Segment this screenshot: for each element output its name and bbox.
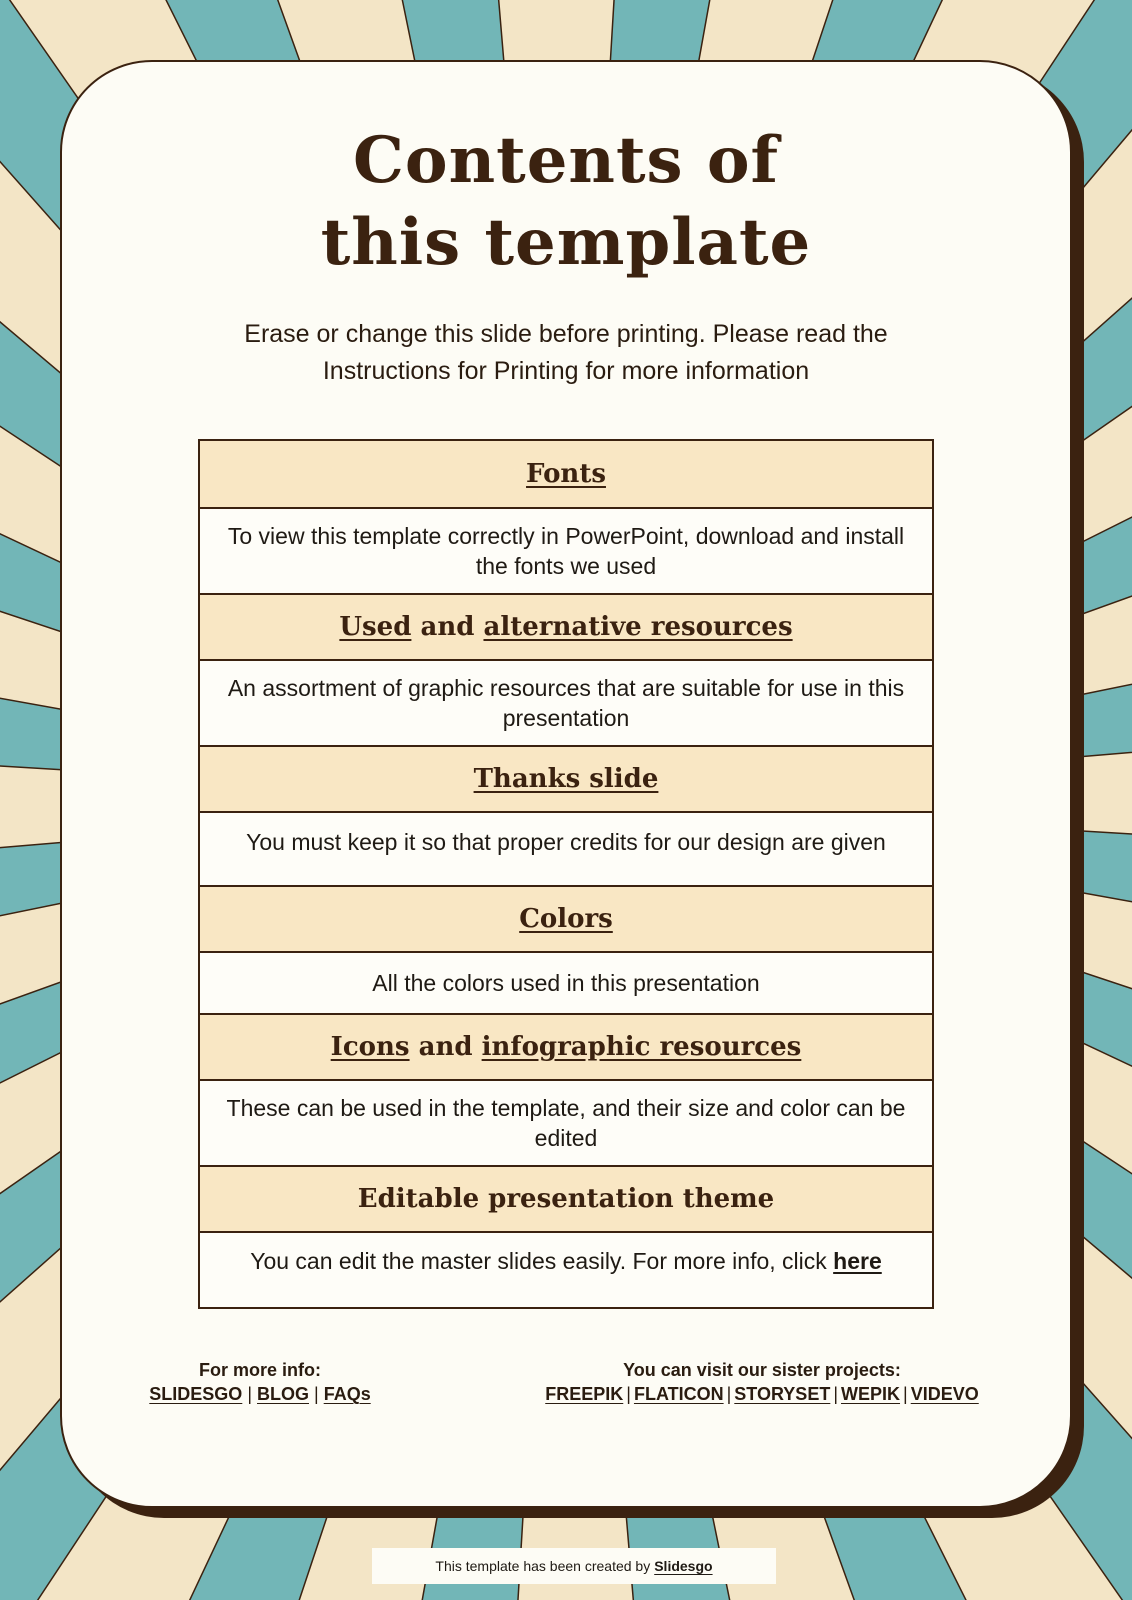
credit-text: This template has been created by bbox=[435, 1558, 651, 1574]
section-body-thanks: You must keep it so that proper credits for our design are given bbox=[200, 813, 932, 887]
footer-sister-projects-links: FREEPIK | FLATICON | STORYSET | WEPIK | VIDEVO bbox=[545, 1384, 979, 1404]
storyset-link[interactable]: STORYSET bbox=[734, 1384, 831, 1404]
header-connector: and bbox=[409, 1032, 482, 1062]
section-body-icons: These can be used in the template, and their size and color can be edited bbox=[200, 1081, 932, 1167]
slidesgo-link[interactable]: SLIDESGO bbox=[149, 1384, 243, 1404]
section-header-thanks bbox=[200, 747, 932, 813]
slidesgo-credit-link[interactable]: Slidesgo bbox=[654, 1558, 713, 1574]
used-resources-link[interactable]: Used bbox=[339, 612, 412, 642]
section-header-resources bbox=[200, 595, 932, 661]
footer-sister-projects-label: You can visit our sister projects: bbox=[623, 1360, 901, 1380]
section-body-fonts: To view this template correctly in PowerPoint, download and install the fonts we used bbox=[200, 509, 932, 595]
footer-more-info-links: SLIDESGO | BLOG | FAQs bbox=[149, 1384, 371, 1404]
fonts-link[interactable]: Fonts bbox=[526, 459, 606, 489]
footer-sister-projects bbox=[520, 1358, 1004, 1406]
section-header-colors bbox=[200, 887, 932, 953]
infographic-resources-link[interactable]: infographic resources bbox=[481, 1032, 802, 1062]
section-body-theme bbox=[200, 1233, 932, 1307]
contents-table bbox=[198, 439, 934, 1309]
here-link[interactable]: here bbox=[833, 1248, 882, 1274]
credit-bar bbox=[372, 1548, 776, 1584]
section-body-colors: All the colors used in this presentation bbox=[200, 953, 932, 1015]
section-header-icons bbox=[200, 1015, 932, 1081]
section-header-fonts bbox=[200, 441, 932, 509]
icons-link[interactable]: Icons bbox=[330, 1032, 410, 1062]
footer-more-info bbox=[110, 1358, 410, 1406]
colors-link[interactable]: Colors bbox=[519, 904, 613, 934]
alternative-resources-link[interactable]: alternative resources bbox=[483, 612, 793, 642]
title-line-1: Contents of bbox=[352, 123, 780, 198]
section-header-theme: Editable presentation theme bbox=[200, 1167, 932, 1233]
title-line-2: this template bbox=[320, 205, 812, 280]
section-body-resources: An assortment of graphic resources that are suitable for use in this presentation bbox=[200, 661, 932, 747]
freepik-link[interactable]: FREEPIK bbox=[545, 1384, 624, 1404]
theme-body-text: You can edit the master slides easily. For more info, click bbox=[250, 1248, 834, 1274]
footer-more-info-label: For more info: bbox=[199, 1360, 321, 1380]
faqs-link[interactable]: FAQs bbox=[323, 1384, 371, 1404]
thanks-slide-link[interactable]: Thanks slide bbox=[473, 764, 659, 794]
subtitle: Erase or change this slide before printing. Please read the Instructions for Printing for more information bbox=[244, 320, 888, 385]
header-connector: and bbox=[411, 612, 484, 642]
videvo-link[interactable]: VIDEVO bbox=[910, 1384, 979, 1404]
wepik-link[interactable]: WEPIK bbox=[841, 1384, 901, 1404]
flaticon-link[interactable]: FLATICON bbox=[633, 1384, 724, 1404]
blog-link[interactable]: BLOG bbox=[257, 1384, 309, 1404]
page-title bbox=[0, 120, 1132, 284]
